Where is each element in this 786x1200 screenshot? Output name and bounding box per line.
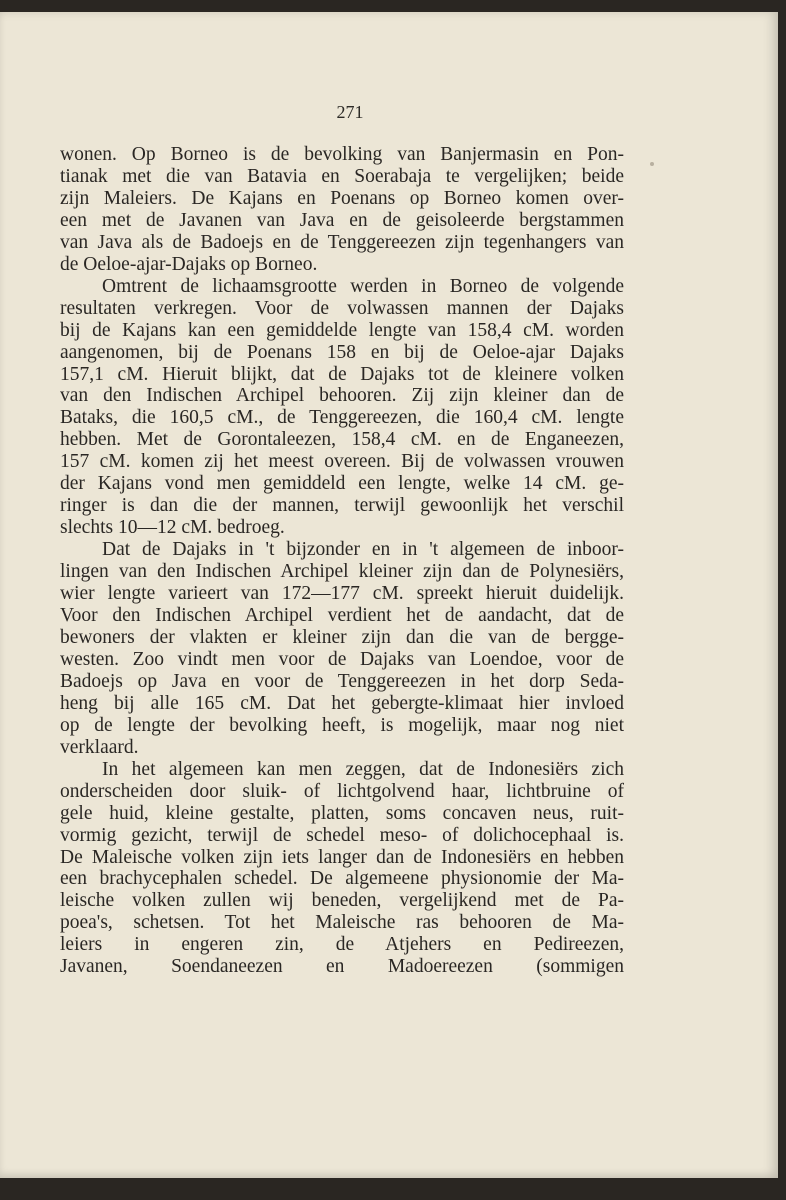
text-line: Dat de Dajaks in 't bijzonder en in 't algemeen de inboor- (102, 539, 624, 561)
text-line: Javanen, Soendaneezen en Madoereezen (sommigen (60, 956, 624, 978)
text-line: van Java als de Badoejs en de Tenggereezen zijn tegenhangers van (60, 231, 624, 253)
text-line: slechts 10—12 cM. bedroeg. (60, 517, 285, 539)
text-line: ringer is dan die der mannen, terwijl gewoonlijk het verschil (60, 495, 624, 517)
text-line: aangenomen, bij de Poenans 158 en bij de Oeloe-ajar Dajaks (60, 341, 624, 363)
text-line: lingen van den Indischen Archipel kleiner zijn dan de Polynesiërs, (60, 561, 624, 583)
text-line: der Kajans vond men gemiddeld een lengte, welke 14 cM. ge- (60, 473, 624, 495)
text-line: een brachycephalen schedel. De algemeene physionomie der Ma- (60, 868, 624, 890)
text-line: wonen. Op Borneo is de bevolking van Banjermasin en Pon- (60, 144, 624, 165)
text-line: bij de Kajans kan een gemiddelde lengte van 158,4 cM. worden (60, 319, 624, 341)
text-line: heng bij alle 165 cM. Dat het gebergte-klimaat hier invloed (60, 692, 624, 714)
text-line: 157,1 cM. Hieruit blijkt, dat de Dajaks tot de kleinere volken (60, 363, 624, 385)
text-line: tianak met die van Batavia en Soerabaja te vergelijken; beide (60, 165, 624, 187)
text-line: bewoners der vlakten er kleiner zijn dan die van de bergge- (60, 626, 624, 648)
text-line: een met de Javanen van Java en de geisoleerde bergstammen (60, 209, 624, 231)
text-line: Omtrent de lichaamsgrootte werden in Borneo de volgende (102, 275, 624, 297)
paragraph-2 (60, 276, 624, 539)
paragraph-4 (60, 759, 624, 979)
text-line: de Oeloe-ajar-Dajaks op Borneo. (60, 253, 318, 275)
paragraph-3 (60, 539, 624, 759)
text-line: hebben. Met de Gorontaleezen, 158,4 cM. en de Enganeezen, (60, 429, 624, 451)
text-line: poea's, schetsen. Tot het Maleische ras behooren de Ma- (60, 912, 624, 934)
text-line: leiers in engeren zin, de Atjehers en Pedireezen, (60, 934, 624, 956)
book-page (0, 12, 778, 1178)
text-line: verklaard. (60, 736, 139, 758)
paper-speck (650, 162, 654, 166)
text-line: op de lengte der bevolking heeft, is mogelijk, maar nog niet (60, 714, 624, 736)
page-number: 271 (336, 102, 364, 122)
text-line: Voor den Indischen Archipel verdient het de aandacht, dat de (60, 605, 624, 627)
text-line: 157 cM. komen zij het meest overeen. Bij de volwassen vrouwen (60, 451, 624, 473)
text-line: gele huid, kleine gestalte, platten, soms concaven neus, ruit- (60, 802, 624, 824)
text-line: De Maleische volken zijn iets langer dan de Indonesiërs en hebben (60, 846, 624, 868)
body-text (60, 144, 624, 978)
text-line: vormig gezicht, terwijl de schedel meso- of dolichocephaal is. (60, 824, 624, 846)
text-line: zijn Maleiers. De Kajans en Poenans op Borneo komen over- (60, 187, 624, 209)
text-line: van den Indischen Archipel behooren. Zij zijn kleiner dan de (60, 385, 624, 407)
text-line: onderscheiden door sluik- of lichtgolvend haar, lichtbruine of (60, 780, 624, 802)
text-line: westen. Zoo vindt men voor de Dajaks van Loendoe, voor de (60, 648, 624, 670)
text-line: Badoejs op Java en voor de Tenggereezen in het dorp Seda- (60, 670, 624, 692)
text-line: resultaten verkregen. Voor de volwassen mannen der Dajaks (60, 297, 624, 319)
text-line: In het algemeen kan men zeggen, dat de Indonesiërs zich (102, 758, 624, 780)
text-line: wier lengte varieert van 172—177 cM. spreekt hieruit duidelijk. (60, 583, 624, 605)
text-line: Bataks, die 160,5 cM., de Tenggereezen, die 160,4 cM. lengte (60, 407, 624, 429)
paragraph-1 (60, 144, 624, 276)
text-line: leische volken zullen wij beneden, vergelijkend met de Pa- (60, 890, 624, 912)
